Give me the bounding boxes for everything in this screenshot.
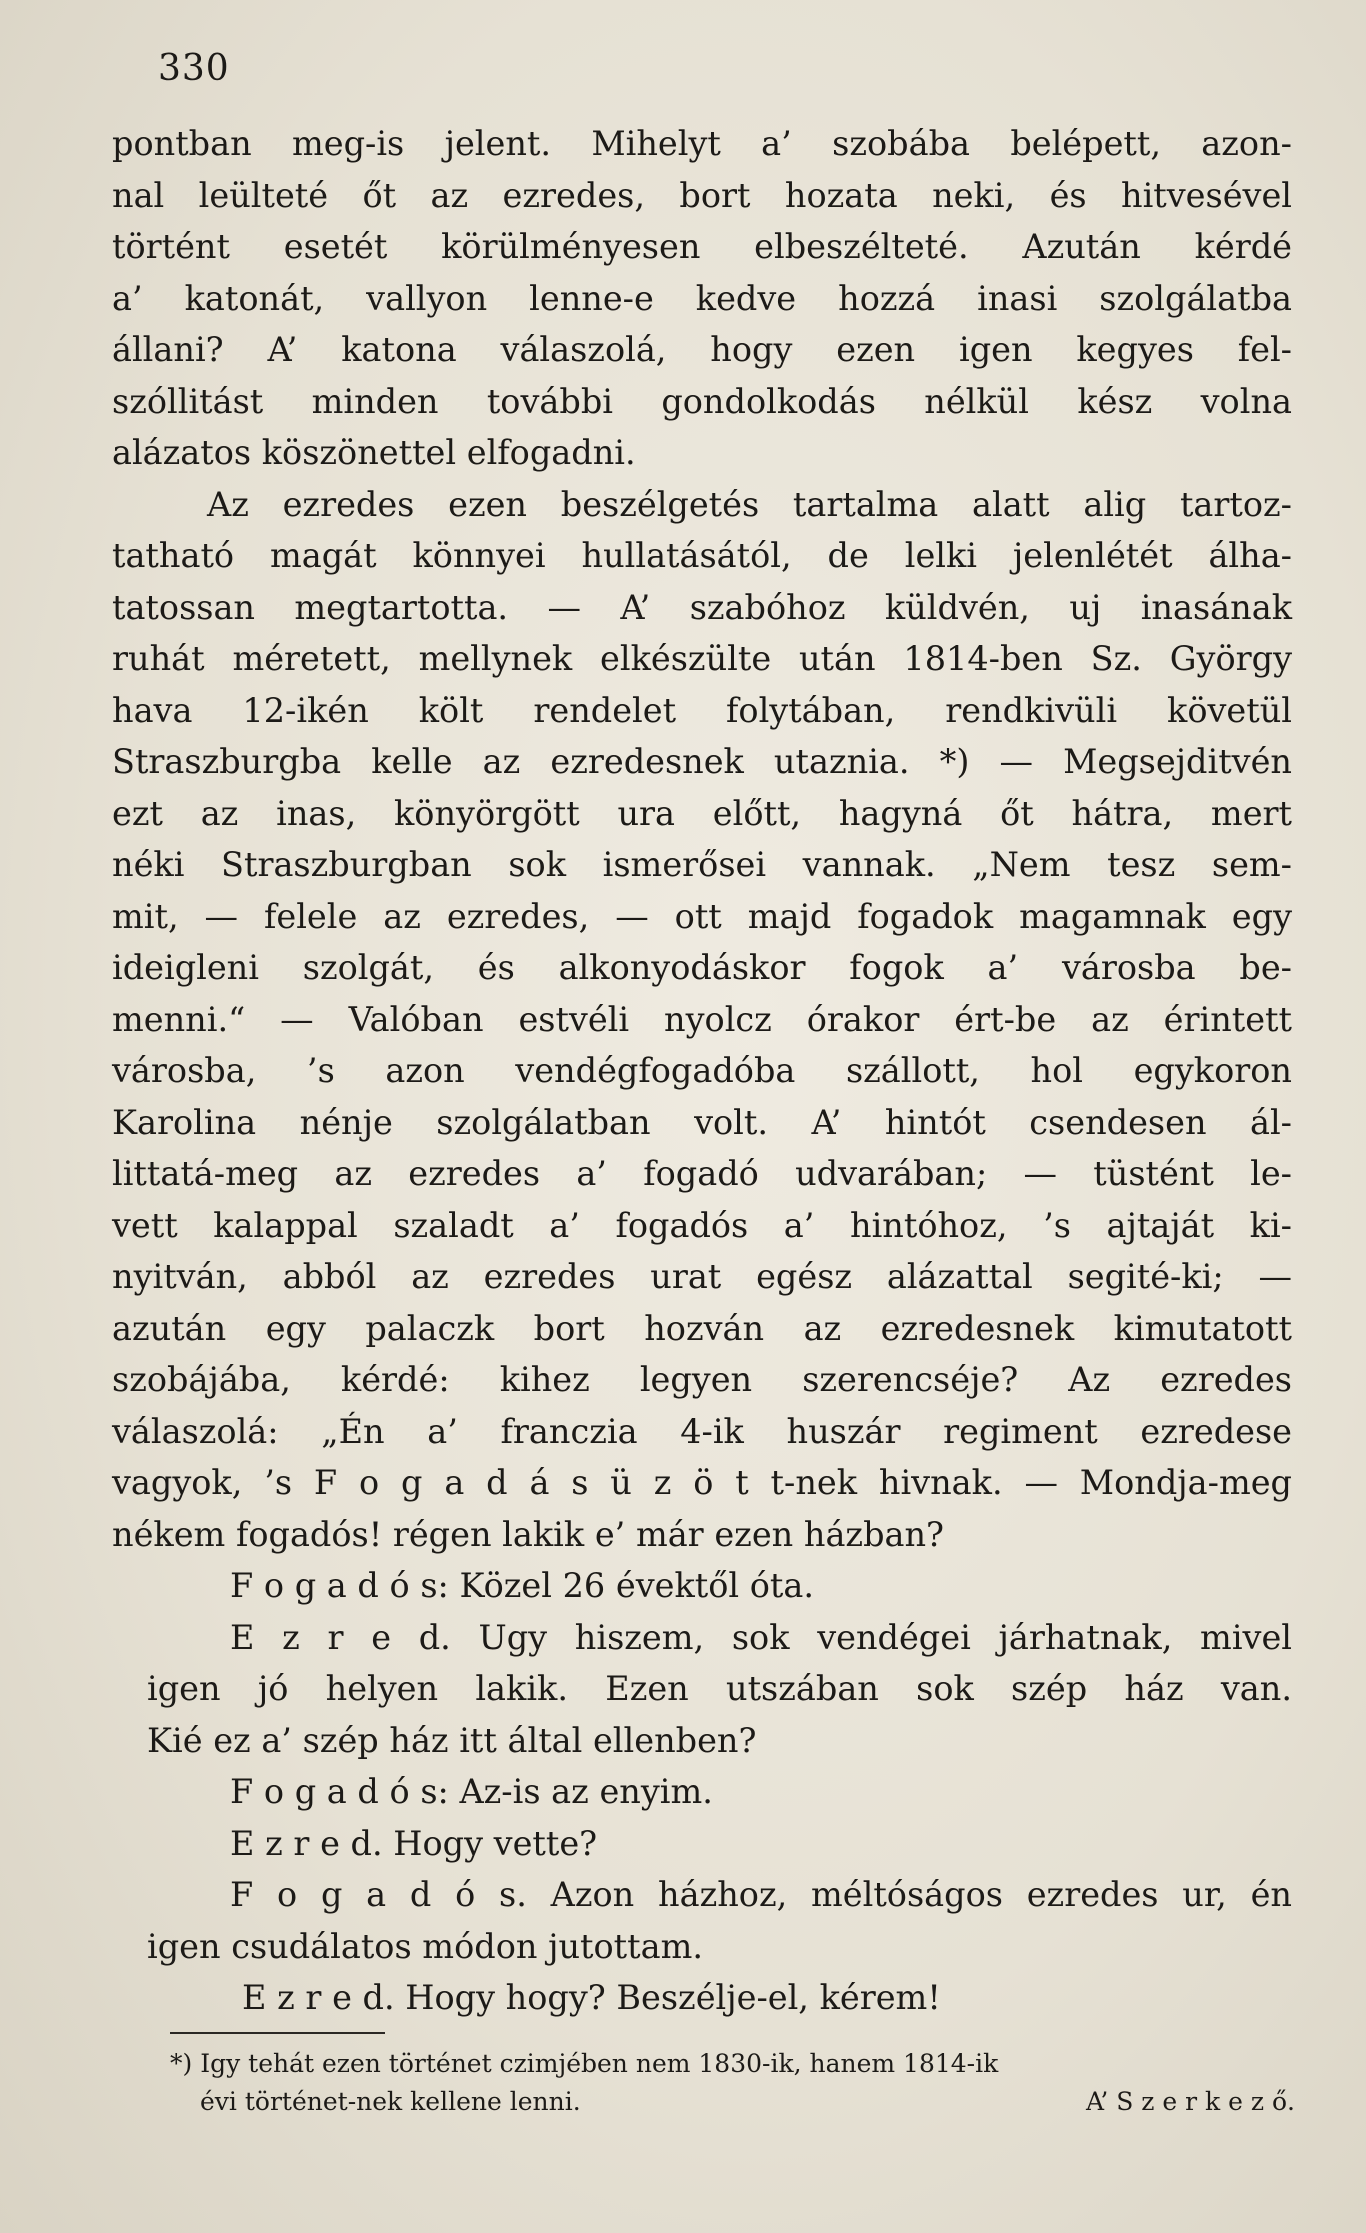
text-line: nékem fogadós! régen lakik e’ már ezen házban?	[112, 1514, 945, 1554]
dialogue-line: F o g a d ó s. Azon házhoz, méltóságos ezredes ur, én	[230, 1875, 1292, 1914]
text-line: vagyok, ’s F o g a d á s ü z ö t t-nek hivnak. — Mondja-meg	[112, 1463, 1292, 1502]
text-line: alázatos köszönettel elfogadni.	[112, 433, 636, 472]
text-line: tatossan megtartotta. — A’ szabóhoz küldvén, uj inasának	[112, 587, 1292, 627]
text-line: ruhát méretett, mellynek elkészülte után 1814-ben Sz. György	[112, 639, 1292, 678]
text-line: ideigleni szolgát, és alkonyodáskor fogok a’ városba be-	[112, 948, 1292, 987]
dialogue-line: igen csudálatos módon jutottam.	[147, 1926, 703, 1966]
text-line: történt esetét körülményesen elbeszélteté. Azután kérdé	[112, 227, 1292, 266]
text-line: vett kalappal szaladt a’ fogadós a’ hintóhoz, ’s ajtaját ki-	[112, 1205, 1292, 1245]
dialogue-line: E z r e d. Hogy vette?	[230, 1823, 598, 1863]
dialogue-line: E z r e d. Hogy hogy? Beszélje-el, kérem!	[242, 1978, 941, 2017]
dialogue-line: F o g a d ó s: Az-is az enyim.	[230, 1772, 713, 1811]
text-line: littatá-meg az ezredes a’ fogadó udvarában; — tüstént le-	[112, 1154, 1292, 1193]
text-line: Az ezredes ezen beszélgetés tartalma alatt alig tartoz-	[207, 484, 1292, 524]
text-line: szóllitást minden további gondolkodás nélkül kész volna	[112, 381, 1292, 421]
footnote-divider	[170, 2032, 385, 2034]
text-line: tatható magát könnyei hullatásától, de lelki jelenlétét álha-	[112, 536, 1292, 575]
body-text	[112, 118, 1292, 2024]
text-line: mit, — felele az ezredes, — ott majd fogadok magamnak egy	[112, 896, 1292, 936]
footnote-line: *) Igy tehát ezen történet czimjében nem 1830-ik, hanem 1814-ik	[170, 2049, 999, 2078]
text-line: pontban meg-is jelent. Mihelyt a’ szobába belépett, azon-	[112, 124, 1292, 163]
dialogue-line: F o g a d ó s: Közel 26 évektől óta.	[230, 1566, 814, 1605]
dialogue-line: igen jó helyen lakik. Ezen utszában sok szép ház van.	[147, 1669, 1292, 1708]
text-line: Karolina nénje szolgálatban volt. A’ hintót csendesen ál-	[112, 1102, 1292, 1142]
dialogue-line: Kié ez a’ szép ház itt által ellenben?	[147, 1720, 757, 1760]
text-line: nal leülteté őt az ezredes, bort hozata neki, és hitvesével	[112, 175, 1292, 215]
page-number: 330	[158, 48, 230, 89]
text-line: szobájába, kérdé: kihez legyen szerencséje? Az ezredes	[112, 1360, 1292, 1399]
text-line: ezt az inas, könyörgött ura előtt, hagyná őt hátra, mert	[112, 793, 1292, 833]
footnote-line	[170, 2083, 1295, 2121]
text-line: a’ katonát, vallyon lenne-e kedve hozzá inasi szolgálatba	[112, 278, 1292, 318]
dialogue-line: E z r e d. Ugy hiszem, sok vendégei járhatnak, mivel	[230, 1617, 1292, 1657]
text-line: Straszburgba kelle az ezredesnek utaznia. *) — Megsejditvén	[112, 742, 1292, 781]
footnote-line-text: évi történet-nek kellene lenni.	[200, 2087, 581, 2116]
text-line: városba, ’s azon vendégfogadóba szállott, hol egykoron	[112, 1051, 1292, 1090]
text-line: válaszolá: „Én a’ franczia 4-ik huszár regiment ezredese	[112, 1411, 1292, 1451]
text-line: azután egy palaczk bort hozván az ezredesnek kimutatott	[112, 1308, 1292, 1348]
footnote-signature: A’ S z e r k e z ő.	[1085, 2087, 1295, 2116]
footnote	[170, 2045, 1295, 2121]
text-line: hava 12-ikén költ rendelet folytában, rendkivüli követül	[112, 690, 1292, 730]
text-line: menni.“ — Valóban estvéli nyolcz órakor ért-be az érintett	[112, 999, 1292, 1039]
text-line: néki Straszburgban sok ismerősei vannak. „Nem tesz sem-	[112, 845, 1292, 884]
text-line: nyitván, abból az ezredes urat egész alázattal segité-ki; —	[112, 1257, 1292, 1296]
text-line: állani? A’ katona válaszolá, hogy ezen igen kegyes fel-	[112, 330, 1292, 369]
